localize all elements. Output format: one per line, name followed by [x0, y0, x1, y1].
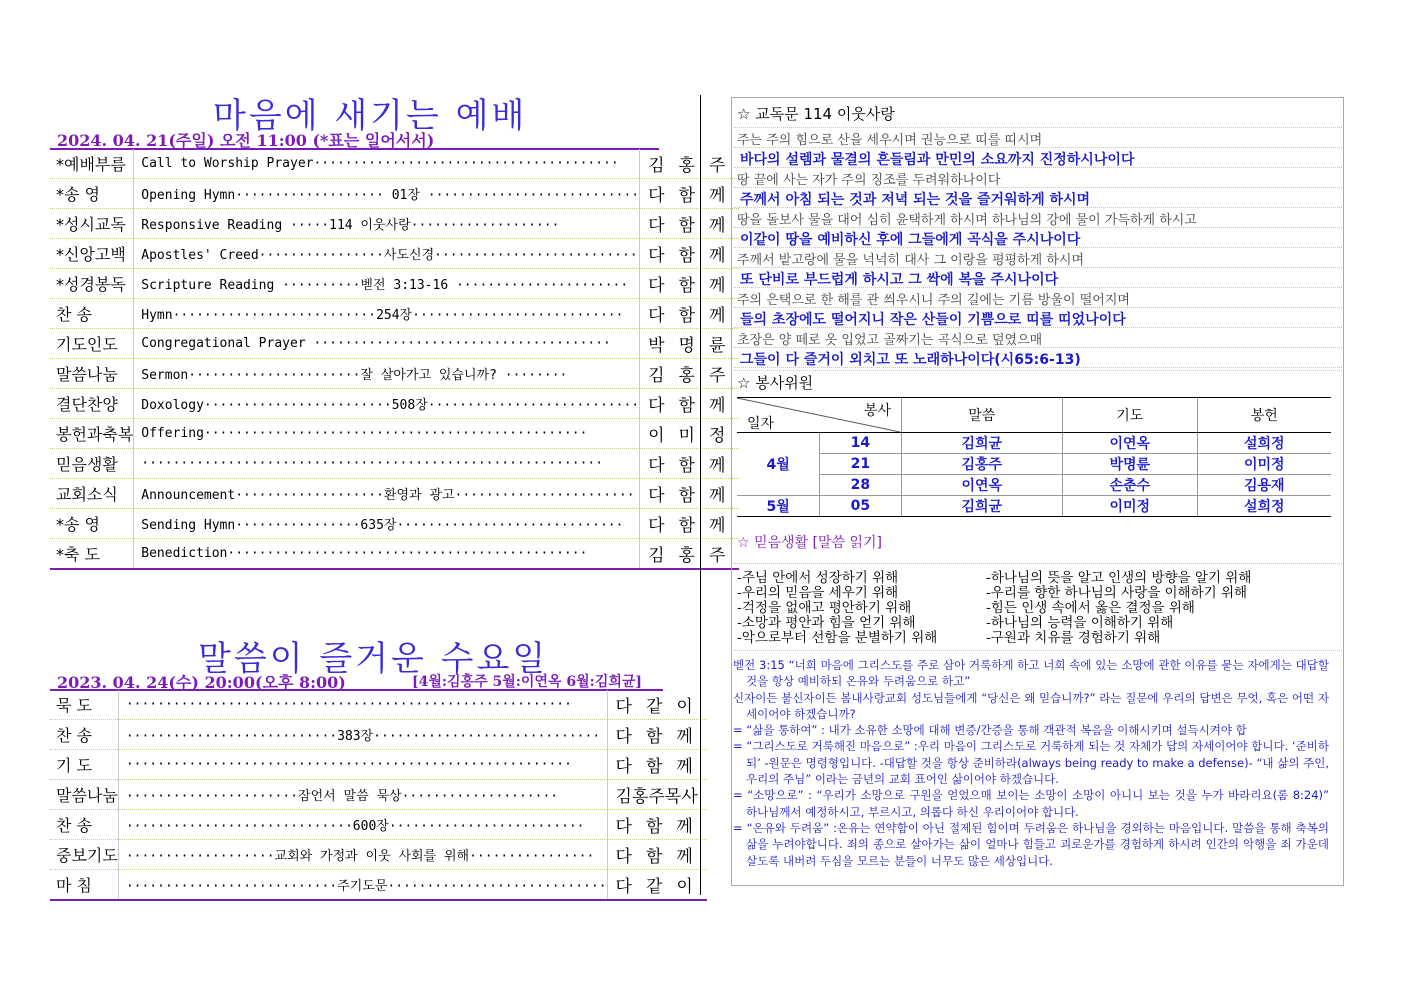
- sunday-order-row: [50, 509, 739, 539]
- order-name: 말씀나눔: [50, 359, 134, 389]
- order-who: 다함께: [640, 239, 740, 269]
- sunday-order-row: [50, 449, 739, 479]
- order-who: 다함께: [640, 209, 740, 239]
- order-name: 찬 송: [50, 299, 134, 329]
- order-who: 다함께: [640, 509, 740, 539]
- faith-item: -하나님의 능력을 이해하기 위해: [986, 615, 1174, 631]
- wednesday-order-row: [50, 810, 707, 840]
- wednesday-order-row: [50, 840, 707, 870]
- order-name: 믿음생활: [50, 449, 134, 479]
- offering-cell: 이미정: [1197, 453, 1331, 474]
- order-name: 봉헌과축복: [50, 419, 134, 449]
- reading-rule: [731, 287, 1344, 288]
- order-desc: Doxology························508장···························: [134, 389, 640, 419]
- order-who: 다함께: [640, 179, 740, 209]
- faith-item: -걱정을 없애고 평안하기 위해: [737, 600, 912, 616]
- sunday-order-row: [50, 539, 739, 570]
- order-name: 찬 송: [50, 720, 118, 750]
- order-who: 김홍주: [640, 149, 740, 179]
- reading-rule: [731, 187, 1344, 188]
- order-name: *송 영: [50, 179, 134, 209]
- faith-heading: ☆ 믿음생활 [말씀 읽기]: [737, 535, 883, 551]
- sermon-note: = “삶을 통하여” : 내가 소유한 소망에 대해 변증/간증을 통해 객관적 복음을 이해시키며 설득시켜야 합: [733, 723, 1247, 738]
- order-who: 다함께: [640, 479, 740, 509]
- wednesday-order-row: [50, 690, 707, 720]
- offering-cell: 설희정: [1197, 495, 1331, 516]
- order-name: *성시교독: [50, 209, 134, 239]
- order-who: 김홍주: [640, 539, 740, 570]
- faith-item: -주님 안에서 성장하기 위해: [737, 570, 899, 586]
- order-desc: Responsive Reading ·····114 이웃사랑···················: [134, 209, 640, 239]
- header-offering: 봉헌: [1197, 398, 1331, 432]
- order-name: *축 도: [50, 539, 134, 570]
- reading-line: 들의 초장에도 떨어지니 작은 산들이 기쁨으로 띠를 띠었나이다: [740, 312, 1126, 328]
- day: 28: [820, 474, 901, 495]
- reading-rule: [731, 327, 1344, 328]
- wednesday-order-row: [50, 750, 707, 780]
- order-who: 다같이: [607, 690, 707, 720]
- day: 14: [820, 432, 901, 453]
- offering-cell: 설희정: [1197, 432, 1331, 453]
- order-who: 다함께: [640, 269, 740, 299]
- sermon-cell: 이연옥: [901, 474, 1063, 495]
- service-rule: [731, 370, 1344, 371]
- reading-line: 주께서 아침 되는 것과 저녁 되는 것을 즐거워하게 하시며: [740, 192, 1091, 208]
- order-name: 기 도: [50, 750, 118, 780]
- month-may: 5월: [737, 495, 820, 516]
- sermon-note: = “소망으로” : “우리가 소망으로 구원을 얻었으매 보이는 소망이 소망이 아니니 보는 것을 누가 바라리요(롬 8:24)” 하나님께서 예정하시고, 부르시고, 의롭다 하신 우리이어야 합니다.: [733, 788, 1329, 819]
- reading-line: 초장은 양 떼로 옷 입었고 골짜기는 곡식으로 덮였으매: [737, 333, 1043, 348]
- order-desc: ···························383장·····························: [118, 720, 607, 750]
- faith-bottom-rule: [731, 650, 1344, 651]
- sunday-order-row: [50, 299, 739, 329]
- sermon-note: 신자이든 불신자이든 봄내사랑교회 성도님들에게 “당신은 왜 믿습니까?” 라는 질문에 우리의 답변은 무엇, 혹은 어떤 자세이어야 하겠습니까?: [733, 690, 1329, 721]
- faith-item: -악으로부터 선함을 분별하기 위해: [737, 630, 938, 646]
- order-desc: Benediction··············································: [134, 539, 640, 570]
- order-desc: ·························································: [118, 690, 607, 720]
- order-name: *송 영: [50, 509, 134, 539]
- order-desc: ·························································: [118, 750, 607, 780]
- order-name: 마 침: [50, 870, 118, 901]
- sunday-order-row: [50, 419, 739, 449]
- sunday-order-row: [50, 479, 739, 509]
- wednesday-order-table: [50, 690, 707, 901]
- sunday-title: 마음에 새기는 예배: [213, 96, 528, 136]
- header-sermon: 말씀: [901, 398, 1063, 432]
- faith-item: -구원과 치유를 경험하기 위해: [986, 630, 1161, 646]
- reading-line: 주께서 밭고랑에 물을 넉넉히 대사 그 이랑을 평평하게 하시며: [737, 253, 1085, 268]
- sunday-order-row: [50, 269, 739, 299]
- order-desc: ·····························600장·························: [118, 810, 607, 840]
- sermon-note: = “온유와 두려움” :온유는 연약함이 아닌 절제된 힘이며 두려움은 하나님을 경외하는 마음입니다. 말씀을 통해 축복의 삶을 누려야합니다. 죄의 종으로 살아가는 삶이 얼마나 힘들고 괴로운가를 경험하게 하시려 인간의 악행을 죄 가운데 살도록 내버려 두심을 모르는 분들이 너무도 많은 세상입니다.: [733, 820, 1329, 868]
- reading-line: 땅을 돌보사 물을 대어 심히 윤택하게 하시며 하나님의 강에 물이 가득하게 하시고: [737, 213, 1197, 228]
- sermon-note: = “그리스도로 거룩해진 마음으로” :우리 마음이 그리스도로 거룩하게 되는 것 자체가 답의 자세이어야 합니다. ‘준비하되’ -원문은 명령형입니다. -대답할 것을 항상 준비하라(always being ready to make a defense)- “내 삶의 주인, 우리의 주님” 이라는 금년의 교회 표어인 삶이어야 하겠습니다.: [733, 739, 1329, 787]
- order-desc: Congregational Prayer ······································: [134, 329, 640, 359]
- order-name: 묵 도: [50, 690, 118, 720]
- reading-line: 또 단비로 부드럽게 하시고 그 싹에 복을 주시나이다: [740, 272, 1059, 288]
- reading-line: 그들이 다 즐거이 외치고 또 노래하나이다(시65:6-13): [740, 352, 1081, 368]
- order-desc: ······················잠언서 말씀 묵상····················: [118, 780, 607, 810]
- order-name: 결단찬양: [50, 389, 134, 419]
- reading-rule: [731, 147, 1344, 148]
- reading-rule: [731, 267, 1344, 268]
- sunday-date-line: 2024. 04. 21(주일) 오전 11:00 (*표는 일어서서): [57, 131, 435, 150]
- service-heading: ☆ 봉사위원: [737, 374, 814, 392]
- sermon-note: 벧전 3:15 “너희 마음에 그리스도를 주로 삼아 거룩하게 하고 너희 속에 있는 소망에 관한 이유를 묻는 자에게는 대답할 것을 항상 예비하되 온유와 두려움으로 하고”: [733, 658, 1329, 689]
- faith-item: -우리를 향한 하나님의 사랑을 이해하기 위해: [986, 585, 1248, 601]
- faith-rule: [731, 563, 1344, 564]
- order-desc: Opening Hymn··················· 01장 ···························: [134, 179, 640, 209]
- order-who: 다함께: [607, 810, 707, 840]
- sermon-cell: 김희균: [901, 495, 1063, 516]
- sunday-order-row: [50, 179, 739, 209]
- order-who: 김홍주: [640, 359, 740, 389]
- faith-item: -하나님의 뜻을 알고 인생의 방향을 알기 위해: [986, 570, 1252, 586]
- header-prayer: 기도: [1063, 398, 1197, 432]
- order-desc: ···························································: [134, 449, 640, 479]
- order-who: 김홍주목사: [607, 780, 707, 810]
- order-who: 다함께: [640, 299, 740, 329]
- sermon-cell: 김희균: [901, 432, 1063, 453]
- sunday-order-row: [50, 389, 739, 419]
- wednesday-title: 말씀이 즐거운 수요일: [198, 639, 549, 679]
- reading-line: 주의 은택으로 한 해를 관 씌우시니 주의 길에는 기름 방울이 떨어지며: [737, 293, 1130, 308]
- wednesday-order-row: [50, 780, 707, 810]
- reading-line: 바다의 설렘과 물결의 흔들림과 만민의 소요까지 진정하시나이다: [740, 152, 1135, 168]
- prayer-cell: 이미정: [1063, 495, 1197, 516]
- sunday-order-row: [50, 329, 739, 359]
- reading-rule: [731, 167, 1344, 168]
- order-name: 교회소식: [50, 479, 134, 509]
- page-divider: [700, 95, 701, 895]
- role-label: 봉사: [864, 403, 892, 419]
- reading-rule: [731, 307, 1344, 308]
- order-name: *예배부름: [50, 149, 134, 179]
- order-name: 찬 송: [50, 810, 118, 840]
- order-desc: Call to Worship Prayer·······································: [134, 149, 640, 179]
- order-desc: ···························주기도문····························: [118, 870, 607, 901]
- prayer-cell: 손춘수: [1063, 474, 1197, 495]
- order-who: 이미정: [640, 419, 740, 449]
- wednesday-order-row: [50, 870, 707, 901]
- day: 05: [820, 495, 901, 516]
- sunday-order-row: [50, 149, 739, 179]
- reading-line: 이같이 땅을 예비하신 후에 그들에게 곡식을 주시나이다: [740, 232, 1081, 248]
- reading-rule: [731, 347, 1344, 348]
- order-who: 박명륜: [640, 329, 740, 359]
- faith-item: -힘든 인생 속에서 옳은 결정을 위해: [986, 600, 1195, 616]
- sunday-order-row: [50, 209, 739, 239]
- sermon-cell: 김홍주: [901, 453, 1063, 474]
- service-table: [737, 398, 1331, 517]
- reading-rule: [731, 367, 1344, 368]
- order-who: 다함께: [640, 449, 740, 479]
- sermon-notes: [733, 657, 1329, 869]
- order-desc: Sermon······················잘 살아가고 있습니까? ········: [134, 359, 640, 389]
- order-name: *신앙고백: [50, 239, 134, 269]
- offering-cell: 김용재: [1197, 474, 1331, 495]
- order-desc: Apostles' Creed················사도신경··························: [134, 239, 640, 269]
- order-who: 다같이: [607, 870, 707, 901]
- order-name: 중보기도: [50, 840, 118, 870]
- prayer-cell: 박명륜: [1063, 453, 1197, 474]
- day: 21: [820, 453, 901, 474]
- faith-item: -소망과 평안과 힘을 얻기 위해: [737, 615, 916, 631]
- order-name: *성경봉독: [50, 269, 134, 299]
- order-name: 말씀나눔: [50, 780, 118, 810]
- order-desc: Announcement···················환영과 광고·······················: [134, 479, 640, 509]
- responsive-reading-heading: ☆ 교독문 114 이웃사랑: [737, 105, 895, 123]
- date-label: 일자: [747, 416, 775, 432]
- heading-rule: [731, 127, 1344, 128]
- order-who: 다함께: [607, 750, 707, 780]
- prayer-cell: 이연옥: [1063, 432, 1197, 453]
- order-desc: Hymn··························254장···························: [134, 299, 640, 329]
- faith-item: -우리의 믿음을 세우기 위해: [737, 585, 899, 601]
- reading-rule: [731, 207, 1344, 208]
- order-desc: ···················교회와 가정과 이웃 사회를 위해················: [118, 840, 607, 870]
- order-name: 기도인도: [50, 329, 134, 359]
- order-who: 다함께: [640, 389, 740, 419]
- sunday-order-row: [50, 359, 739, 389]
- reading-line: 주는 주의 힘으로 산을 세우시며 권능으로 띠를 띠시며: [737, 133, 1043, 148]
- order-desc: Scripture Reading ··········벧전 3:13-16 ······················: [134, 269, 640, 299]
- date-role-header: [737, 398, 901, 432]
- order-desc: Sending Hymn················635장·····························: [134, 509, 640, 539]
- reading-rule: [731, 247, 1344, 248]
- order-who: 다함께: [607, 840, 707, 870]
- month-april: 4월: [737, 432, 820, 495]
- sunday-order-table: [50, 149, 739, 570]
- sunday-order-row: [50, 239, 739, 269]
- wednesday-order-row: [50, 720, 707, 750]
- reading-line: 땅 끝에 사는 자가 주의 징조를 두려워하나이다: [737, 173, 1001, 188]
- wednesday-date-line: 2023. 04. 24(수) 20:00(오후 8:00): [57, 673, 346, 692]
- wednesday-leaders: [4월:김홍주 5월:이연옥 6월:김희균]: [412, 674, 643, 690]
- order-who: 다함께: [607, 720, 707, 750]
- order-desc: Offering·················································: [134, 419, 640, 449]
- reading-rule: [731, 227, 1344, 228]
